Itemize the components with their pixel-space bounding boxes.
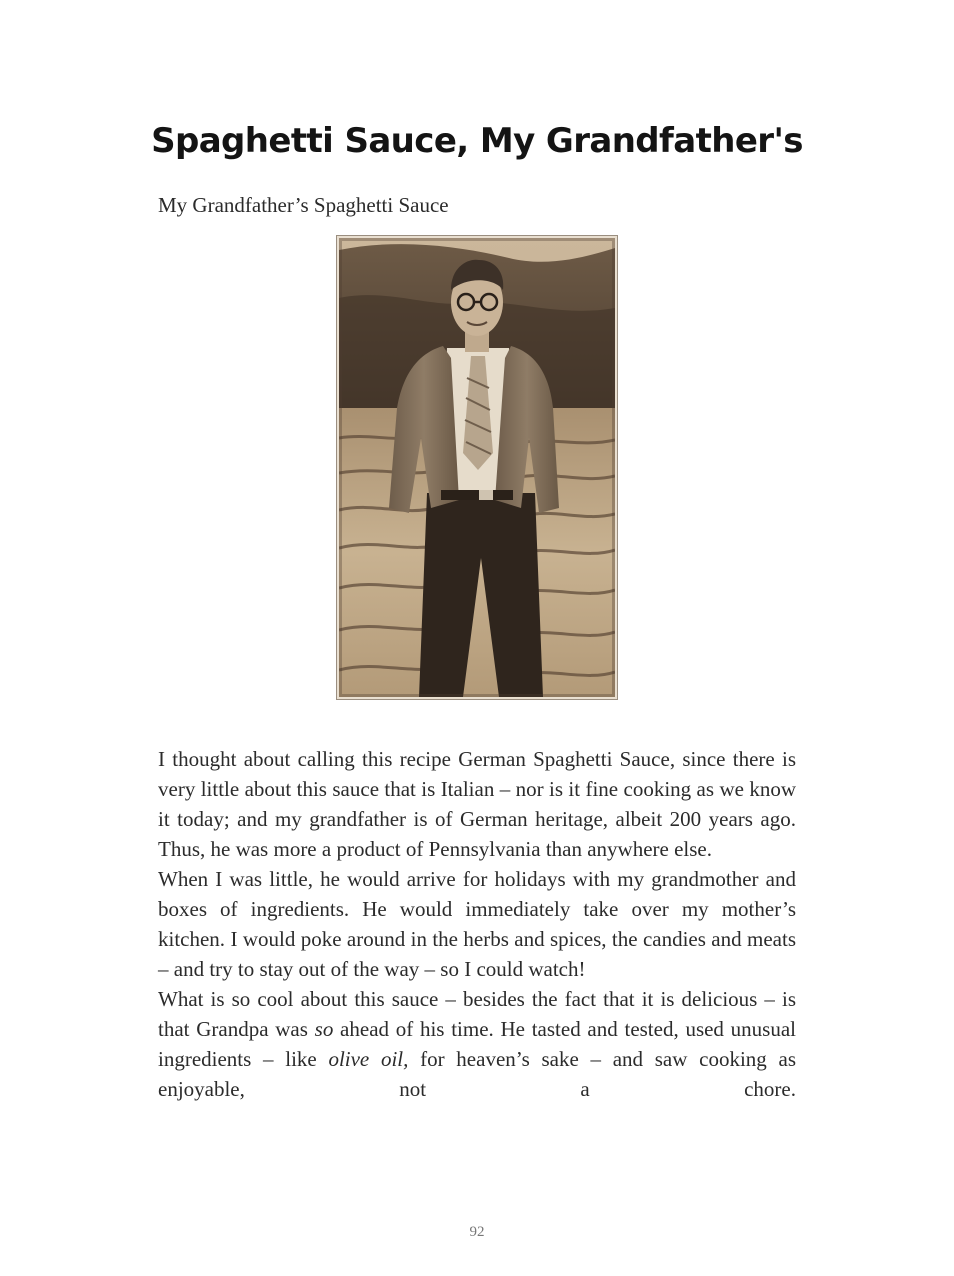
- recipe-story: [158, 744, 796, 1104]
- recipe-subtitle: My Grandfather’s Spaghetti Sauce: [158, 193, 449, 217]
- emphasis-so: so: [314, 1017, 334, 1041]
- paragraph-3-part-3: for heaven’s sake – and saw cooking as enjoyable, not a chore.: [158, 1047, 796, 1101]
- sepia-portrait-photo-icon: [339, 238, 615, 697]
- grandfather-photo: [336, 235, 618, 700]
- paragraph-3-part-2: ahead of his time. He tasted and tested, used unusual ingredients – like: [158, 1017, 796, 1071]
- emphasis-olive-oil: olive oil,: [328, 1047, 409, 1071]
- paragraph-3: [158, 984, 796, 1104]
- page-number: 92: [469, 1224, 485, 1240]
- paragraph-1: I thought about calling this recipe German Spaghetti Sauce, since there is very little about this sauce that is Italian – nor is it fine cooking as we know it today; and my grandfather is of German heritage, albeit 200 years ago. Thus, he was more a product of Pennsylvania than anywhere else.: [158, 747, 796, 861]
- paragraph-3-part-1: What is so cool about this sauce – besides the fact that it is delicious – is that Grandpa was: [158, 987, 796, 1041]
- paragraph-2: When I was little, he would arrive for holidays with my grandmother and boxes of ingredients. He would immediately take over my mother’s kitchen. I would poke around in the herbs and spices, the candies and meats – and try to stay out of the way – so I could watch!: [158, 867, 796, 981]
- page-title: Spaghetti Sauce, My Grandfather's: [151, 121, 803, 161]
